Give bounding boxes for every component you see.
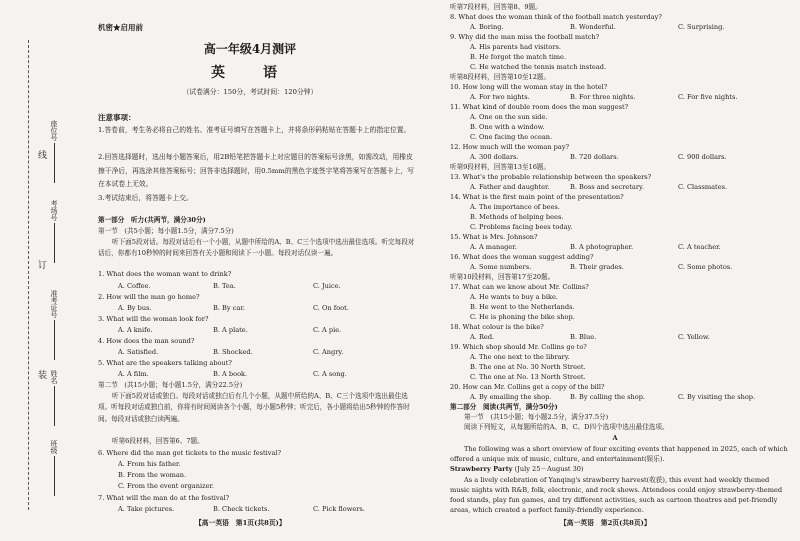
- page-footer: 【高一英语 第1页(共8页)】: [195, 519, 286, 527]
- binding-word: 装: [36, 370, 46, 379]
- option: C. Juice.: [313, 282, 341, 290]
- option: B. By car.: [213, 304, 245, 312]
- part1-title: 第一部分 听力(共两节，满分30分): [98, 216, 206, 224]
- option: A. 300 dollars.: [470, 153, 519, 161]
- page-footer: 【高一英语 第2页(共8页)】: [560, 519, 651, 527]
- question: 6. Where did the man get tickets to the music festival?: [98, 449, 282, 457]
- event-heading: [450, 465, 584, 474]
- part2-title: 第二部分 阅读(共两节，满分50分): [450, 403, 558, 411]
- option: C. On foot.: [313, 304, 349, 312]
- option: A. Take pictures.: [118, 505, 175, 513]
- question: 7. What will the man do at the festival?: [98, 494, 230, 502]
- option: B. By calling the shop.: [570, 393, 646, 401]
- option: B. Check tickets.: [213, 505, 270, 513]
- question: 10. How long will the woman stay in the hotel?: [450, 83, 608, 91]
- option: C. By visiting the shop.: [678, 393, 756, 401]
- question: 15. What is Mrs. Johnson?: [450, 233, 538, 241]
- right-page: [440, 0, 800, 541]
- option: C. A teacher.: [678, 243, 721, 251]
- option: A. Boring.: [470, 23, 504, 31]
- binding-field-name: 姓名: [50, 370, 58, 426]
- section1-title: 第一节 (共5小题；每小题1.5分，满分7.5分): [98, 227, 234, 235]
- option: B. From the woman.: [118, 471, 187, 479]
- section1-instructions: 听下面5段对话。每段对话后有一个小题，从题中所给的A、B、C三个选项中选出最佳选项。听完每段对话后，你都有10秒钟的时间来回答有关小题和阅读下一小题。每段对话仅读一遍。: [98, 238, 415, 258]
- option: C. He is phoning the bike shop.: [470, 313, 575, 321]
- event-title: Strawberry Party: [450, 465, 513, 473]
- binding-field-room: 考场号: [50, 200, 58, 263]
- option: A. A manager.: [470, 243, 517, 251]
- notes-title: 注意事项：: [98, 113, 136, 122]
- option: A. One on the sun side.: [470, 113, 548, 121]
- option: C. 900 dollars.: [678, 153, 727, 161]
- option: C. Pick flowers.: [313, 505, 365, 513]
- option: A. He wants to buy a bike.: [470, 293, 559, 301]
- option: C. He watched the tennis match instead.: [470, 63, 607, 71]
- passage-intro: The following was a short overview of four exciting events that happened in 2025, each of which offered a unique mix of music, culture, and entertainment(娱乐).: [450, 445, 788, 463]
- exam-info: （试卷满分：150分，考试时间：120分钟）: [182, 88, 318, 96]
- question: 4. How does the man sound?: [98, 337, 195, 345]
- question: 3. What will the woman look for?: [98, 315, 209, 323]
- question: 14. What is the first main point of the presentation?: [450, 193, 624, 201]
- material-label: 听第6段材料，回答第6、7题。: [112, 437, 204, 445]
- option: B. Methods of helping bees.: [470, 213, 564, 221]
- option: C. Angry.: [313, 348, 344, 356]
- option: B. A book.: [213, 370, 248, 378]
- binding-word: 线: [36, 150, 46, 159]
- question: 17. What can we know about Mr. Collins?: [450, 283, 589, 291]
- event-description: As a lively celebration of Yanqing's strawberry harvest(收获), this event had weekly themed music nights with R&B, folk, electronic, and rock shows. Attendees could enjoy strawberry-themed food stands, play fun games, and try different activities, such as cartoon theatres and pet-friendly areas, which created a perfect family-friendly experience.: [450, 476, 783, 514]
- material-label: 听第7段材料，回答第8、9题。: [450, 3, 542, 11]
- confidential-label: 机密★启用前: [98, 23, 143, 32]
- binding-field-seat: 座位号: [50, 120, 58, 183]
- exam-title: 高一年级4月测评: [203, 42, 297, 56]
- binding-dashed-line: [28, 40, 29, 510]
- option: B. 720 dollars.: [570, 153, 619, 161]
- option: B. A plate.: [213, 326, 248, 334]
- question: 1. What does the woman want to drink?: [98, 270, 232, 278]
- option: A. Satisfied.: [118, 348, 159, 356]
- option: A. Some numbers.: [470, 263, 532, 271]
- option: A. A knife.: [118, 326, 153, 334]
- option: C. Classmates.: [678, 183, 728, 191]
- option: A. By bus.: [118, 304, 152, 312]
- option: C. Surprising.: [678, 23, 725, 31]
- option: C. From the event organizer.: [118, 482, 214, 490]
- option: B. Wonderful.: [570, 23, 616, 31]
- option: A. For two nights.: [470, 93, 530, 101]
- reading-instructions: 阅读下列短文，从每题所给的A、B、C、D四个选项中选出最佳选项。: [464, 423, 669, 431]
- question: 9. Why did the man miss the football match?: [450, 33, 600, 41]
- passage-label: A: [612, 434, 618, 442]
- option: A. By emailing the shop.: [470, 393, 552, 401]
- binding-word: 订: [36, 260, 46, 269]
- material-label: 听第9段材料，回答第13至16题。: [450, 163, 551, 171]
- option: B. Shocked.: [213, 348, 253, 356]
- option: C. A song.: [313, 370, 347, 378]
- material-label: 听第10段材料，回答第17至20题。: [450, 273, 555, 281]
- question: 8. What does the woman think of the football match yesterday?: [450, 13, 662, 21]
- option: B. For three nights.: [570, 93, 636, 101]
- option: C. One facing the ocean.: [470, 133, 553, 141]
- question: 11. What kind of double room does the man suggest?: [450, 103, 629, 111]
- question: 16. What does the woman suggest adding?: [450, 253, 594, 261]
- option: B. Their grades.: [570, 263, 624, 271]
- question: 2. How will the man go home?: [98, 293, 200, 301]
- option: A. The one next to the library.: [470, 353, 570, 361]
- option: B. He went to the Netherlands.: [470, 303, 575, 311]
- option: C. Yellow.: [678, 333, 710, 341]
- note-item: 1.答卷前，考生务必将自己的姓名、准考证号填写在答题卡上，并将条形码粘贴在答题卡上的指定位置。: [98, 126, 411, 134]
- event-dates: (July 25－August 30): [514, 465, 584, 473]
- option: B. He forgot the match time.: [470, 53, 567, 61]
- option: A. A film.: [118, 370, 149, 378]
- option: A. Father and daughter.: [470, 183, 550, 191]
- option: A. Coffee.: [118, 282, 151, 290]
- option: A. The importance of bees.: [470, 203, 560, 211]
- option: B. One with a window.: [470, 123, 545, 131]
- option: C. Some photos.: [678, 263, 733, 271]
- option: A. From his father.: [118, 460, 181, 468]
- question: 20. How can Mr. Collins get a copy of the bill?: [450, 383, 605, 391]
- question: 19. Which shop should Mr. Collins go to?: [450, 343, 587, 351]
- subject-title: 英 语: [211, 65, 289, 81]
- option: C. The one at No. 13 North Street.: [470, 373, 586, 381]
- option: B. Blue.: [570, 333, 597, 341]
- section2-instructions: 听下面5段对话或独白。每段对话或独白后有几个小题，从题中所给的A、B、C三个选项中选出最佳选项。听每段对话或独白前，你将有时间阅读各个小题，每小题5秒钟；听完后，各小题将给出5秒钟的作答时间。每段对话或独白读两遍。: [98, 392, 410, 423]
- option: B. Boss and secretary.: [570, 183, 644, 191]
- option: A. His parents had visitors.: [470, 43, 561, 51]
- material-label: 听第8段材料，回答第10至12题。: [450, 73, 551, 81]
- option: B. Tea.: [213, 282, 236, 290]
- option: A. Red.: [470, 333, 495, 341]
- option: B. A photographer.: [570, 243, 634, 251]
- option: C. A pie.: [313, 326, 342, 334]
- section2-title: 第二节 (共15小题；每小题1.5分，满分22.5分): [98, 381, 243, 389]
- question: 12. How much will the woman pay?: [450, 143, 570, 151]
- option: C. Problems facing bees today.: [470, 223, 573, 231]
- note-item: 2.回答选择题时，选出每小题答案后，用2B铅笔把答题卡上对应题目的答案标号涂黑，如需改动，用橡皮擦干净后，再选涂其他答案标号；回答非选择题时，用0.5mm的黑色字迹签字笔将答案写在答题卡上，写在本试卷上无效。: [98, 153, 414, 188]
- binding-field-id: 准考证号: [50, 290, 58, 360]
- binding-field-class: 班级: [50, 440, 58, 496]
- question: 13. What's the probable relationship between the speakers?: [450, 173, 652, 181]
- question: 5. What are the speakers talking about?: [98, 359, 232, 367]
- reading-section1-title: 第一节 (共15小题；每小题2.5分，满分37.5分): [464, 413, 609, 421]
- question: 18. What colour is the bike?: [450, 323, 544, 331]
- note-item: 3.考试结束后，将答题卡上交。: [98, 194, 193, 202]
- binding-strip: [0, 0, 72, 541]
- option: C. For five nights.: [678, 93, 738, 101]
- option: B. The one at No. 30 North Street.: [470, 363, 586, 371]
